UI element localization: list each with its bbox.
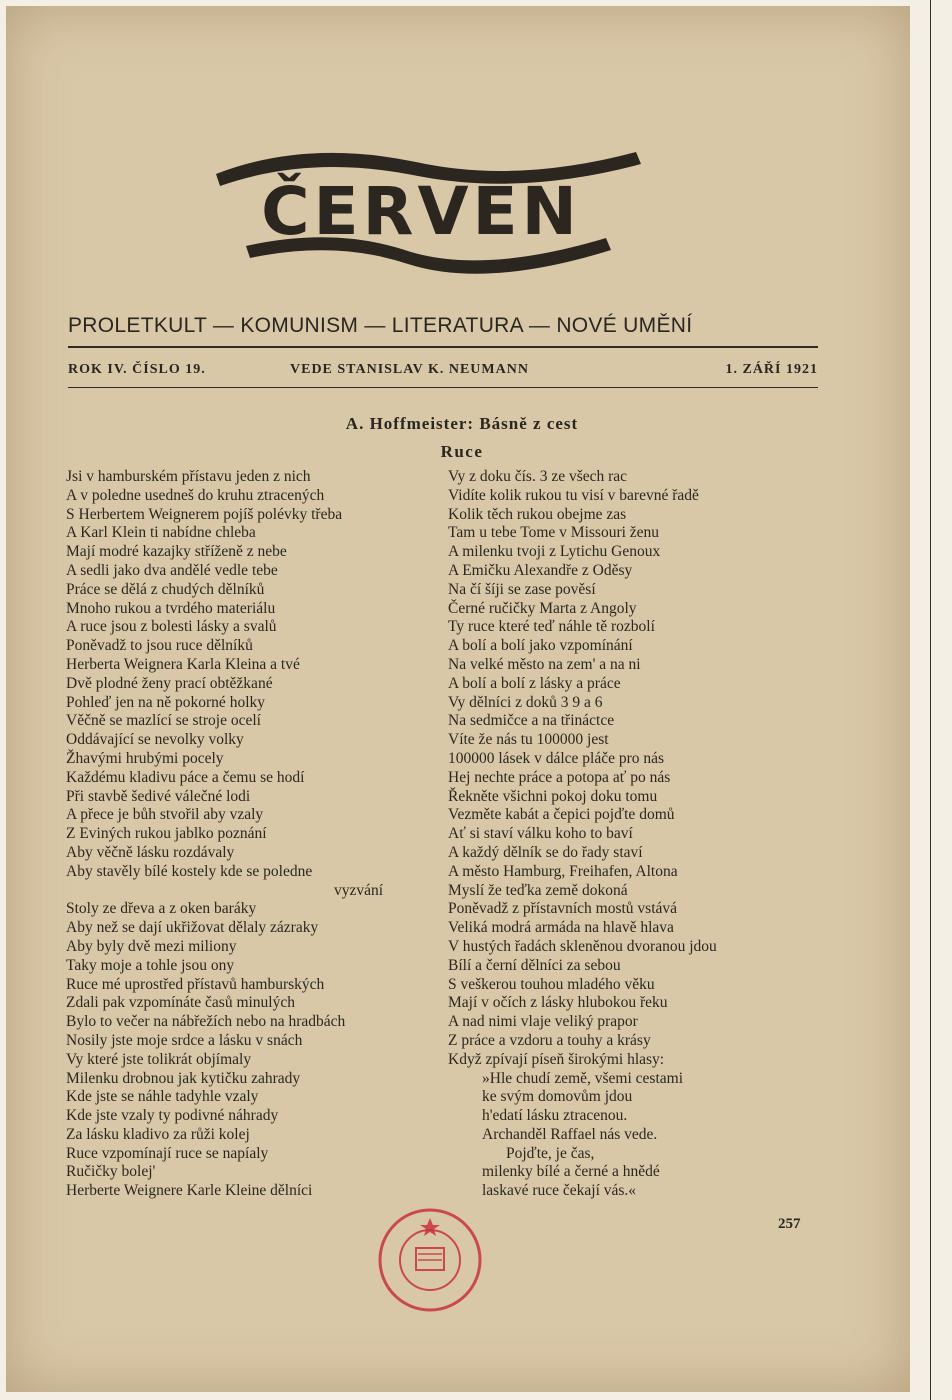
poem-line: 100000 lásek v dálce pláče pro nás [448,749,665,767]
poem-title: Ruce [440,442,484,461]
poem-line: Mají v očích z lásky hlubokou řeku [448,994,668,1012]
poem-line: Ruce mé uprostřed přístavů hamburských [66,975,325,993]
issue-date: 1. ZÁŘÍ 1921 [725,362,818,377]
poem-line: Taky moje a tohle jsou ony [66,956,235,974]
poem-line: Herberte Weignere Karle Kleine dělníci [66,1182,313,1200]
poem-line: Myslí že teďka země dokoná [448,881,628,899]
poem-line: A bolí a bolí jako vzpomínání [448,637,633,655]
issue-info [68,362,818,382]
poem-line: Když zpívají píseň širokými hlasy: [448,1050,665,1068]
masthead-logo [186,134,656,284]
library-stamp [374,1204,486,1316]
poem-line: Ty ruce které teď náhle tě rozbolí [448,618,655,636]
poem-line: Z práce a vzdoru a touhy a krásy [448,1031,651,1049]
poem-line: Vezměte kabát a čepici pojďte domů [448,806,675,824]
poem-line: Milenku drobnou jak kytičku zahrady [66,1069,301,1087]
poem-line: laskavé ruce čekají vás.« [482,1182,637,1200]
poem-line: ke svým domovům jdou [482,1088,633,1106]
poem-line: S Herbertem Weignerem pojíš polévky třeba [66,505,343,523]
poem-line: Nosily jste moje srdce a lásku v snách [66,1031,303,1049]
poem-line: Věčně se mazlící se stroje ocelí [66,712,261,730]
poem-line: Ruce vzpomínají ruce se napíaly [66,1144,269,1162]
poem-line: Ručičky bolej' [66,1163,156,1181]
poem-line: Řekněte všichni pokoj doku tomu [448,787,658,805]
author-line: A. Hoffmeister: Básně z cest [345,414,579,433]
poem-line: Zdali pak vzpomínáte časů minulých [66,994,295,1012]
poem-line: Za lásku kladivo za růži kolej [66,1125,250,1143]
poem-line: Bylo to večer na nábřežích nebo na hradbách [66,1013,346,1031]
poem-line: Aby byly dvě mezi miliony [66,937,237,955]
poem-line: Herberta Weignera Karla Kleina a tvé [66,655,300,673]
poem-line: Každému kladivu páce a čemu se hodí [66,768,305,786]
poem-line: Černé ručičky Marta z Angoly [448,599,637,617]
poem-line: A Emičku Alexandře z Oděsy [448,561,633,579]
poem-line: Poněvadž to jsou ruce dělníků [66,637,253,655]
poem-line: A ruce jsou z bolesti lásky a svalů [66,618,277,636]
masthead-title: ČERVEN [261,173,581,250]
poem-line: Práce se dělá z chudých dělníků [66,580,265,598]
poem-line: Vidíte kolik rukou tu visí v barevné řadě [448,486,699,504]
poem-line: Aby stavěly bílé kostely kde se poledne [66,862,313,880]
poem-line: Na sedmičce a na třináctce [448,712,615,730]
poem-line: Aby věčně lásku rozdávaly [66,843,235,861]
poem-line: V hustých řadách skleněnou dvoranou jdou [448,937,717,955]
poem-line: Tam u tebe Tome v Missouri ženu [448,524,660,542]
poem-line: Vy které jste tolikrát objímaly [66,1050,252,1068]
poem-line: Na velké město na zem' a na ni [448,655,641,673]
poem-line: Vy dělníci z doků 3 9 a 6 [448,693,603,711]
poem-line: Na čí šíji se zase pověsí [448,580,596,598]
poem-line: A město Hamburg, Freihafen, Altona [448,862,678,880]
poem-line: A každý dělník se do řady staví [448,843,643,861]
poem-line: Víte že nás tu 100000 jest [448,731,609,749]
poem-line: S veškerou touhou mladého věku [448,975,655,993]
poem-line: Pohleď jen na ně pokorné holky [66,693,265,711]
editor-line: VEDE STANISLAV K. NEUMANN [290,362,529,377]
poem-line: A Karl Klein ti nabídne chleba [66,524,256,542]
poem-line: vyzvání [334,881,384,899]
poem-line: Stoly ze dřeva a z oken baráky [66,900,257,918]
poem-line: A nad nimi vlaje veliký prapor [448,1013,638,1031]
poem-line: Poněvadž z přístavních mostů vstává [448,900,678,918]
poem-line: Archanděl Raffael nás vede. [482,1125,658,1143]
poem-line: Mají modré kazajky stříženě z nebe [66,543,287,561]
poem-line: milenky bílé a černé a hnědé [482,1163,660,1181]
poem-line: Hej nechte práce a potopa ať po nás [448,768,671,786]
magazine-page [6,6,910,1392]
poem-line: Bílí a černí dělníci za sebou [448,956,621,974]
poem-line: Kde jste se náhle tadyhle vzaly [66,1088,259,1106]
poem-line: Veliká modrá armáda na hlavě hlava [448,919,674,937]
poem-line: »Hle chudí země, všemi cestami [482,1069,684,1087]
poem-line: Mnoho rukou a tvrdého materiálu [66,599,276,617]
poem-line: Pojďte, je čas, [506,1144,595,1162]
scan-margin [912,0,952,1400]
header-rule [68,346,818,348]
poem-line: Oddávající se nevolky volky [66,731,244,749]
poem-line: A bolí a bolí z lásky a práce [448,674,621,692]
issue-rule [68,387,818,388]
poem-line: A sedli jako dva andělé vedle tebe [66,561,278,579]
poem-line: h'edatí lásku ztracenou. [482,1107,628,1125]
poem-column-right [448,468,828,1201]
issue-number: ROK IV. ČÍSLO 19. [68,362,206,377]
scan-edge-line [930,0,931,1400]
poem-column-left [66,468,438,1201]
poem-line: Dvě plodné ženy prací obtěžkané [66,674,273,692]
poem-line: Ať si staví válku koho to baví [448,825,633,843]
poem-line: Kde jste vzaly ty podivné náhrady [66,1107,279,1125]
poem-line: Jsi v hamburském přístavu jeden z nich [66,468,311,485]
poem-line: Kolik těch rukou obejme zas [448,505,627,523]
tagline: PROLETKULT — KOMUNISM — LITERATURA — NOVÉ UMĚNÍ [68,314,693,337]
poem-line: Aby než se dají ukřižovat dělaly zázraky [66,919,319,937]
masthead-banner [186,134,656,284]
page-number: 257 [778,1216,801,1232]
poem-line: A v poledne usedneš do kruhu ztracených [66,486,325,504]
poem-line: Žhavými hrubými pocely [66,749,224,767]
poem-line: Z Eviných rukou jablko poznání [66,825,267,843]
poem-line: A milenku tvoji z Lytichu Genoux [448,543,661,561]
poem-line: A přece je bůh stvořil aby vzaly [66,806,264,824]
poem-line: Při stavbě šedivé válečné lodi [66,787,251,805]
poem-line: Vy z doku čís. 3 ze všech rac [448,468,628,485]
